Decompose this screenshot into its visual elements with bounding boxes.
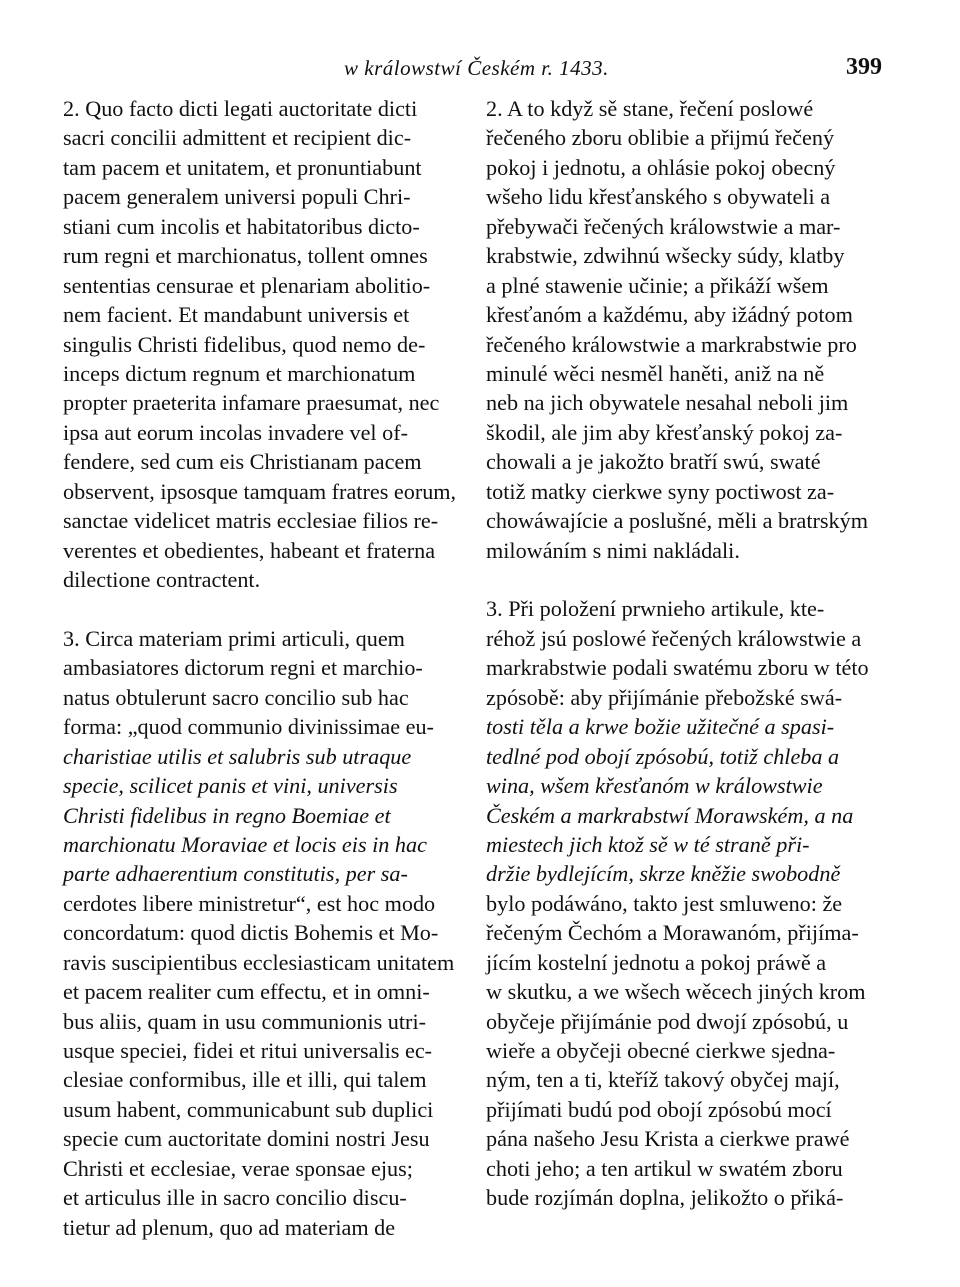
page-header bbox=[0, 52, 960, 92]
text-line: sententias censurae et plenariam abolitio- bbox=[63, 272, 431, 298]
text-line: totiž matky cierkwe syny poctiwost za- bbox=[486, 478, 835, 504]
latin-paragraph-2 bbox=[63, 94, 465, 594]
text-line: inceps dictum regnum et marchionatum bbox=[63, 360, 416, 386]
text-line: 3. Při položení prwnieho artikule, kte- bbox=[486, 596, 825, 622]
czech-paragraph-3 bbox=[486, 594, 891, 1212]
text-line: minulé wěci nesměl haněti, aniž na ně bbox=[486, 360, 825, 386]
text-line: markrabstwie podali swatému zboru w této bbox=[486, 655, 869, 681]
text-line: přebywači řečených králowstwie a mar- bbox=[486, 213, 841, 239]
text-line: natus obtulerunt sacro concilio sub hac bbox=[63, 684, 409, 710]
text-line: řečeného zboru oblibie a přijmú řečený bbox=[486, 125, 835, 151]
text-line: forma: „quod communio divinissimae eu- bbox=[63, 714, 434, 740]
text-line: pacem generalem universi populi Chri- bbox=[63, 184, 411, 210]
text-line: ným, ten a ti, kteříž takový obyčej mají, bbox=[486, 1067, 840, 1093]
paragraph-spacer bbox=[486, 565, 891, 594]
text-line: ipsa aut eorum incolas invadere vel of- bbox=[63, 419, 409, 445]
text-line: marchionatu Moraviae et locis eis in hac bbox=[63, 831, 427, 857]
text-line: usque speciei, fidei et ritui universalis ec- bbox=[63, 1038, 433, 1063]
text-line: řečeného králowstwie a markrabstwie pro bbox=[486, 331, 857, 357]
text-line: Christi fidelibus in regno Boemiae et bbox=[63, 802, 391, 828]
text-line: Českém a markrabstwí Morawském, a na bbox=[486, 802, 854, 828]
text-line: sacri concilii admittent et recipient dic- bbox=[63, 125, 412, 151]
text-line: rum regni et marchionatus, tollent omnes bbox=[63, 243, 428, 269]
text-line: et articulus ille in sacro concilio discu- bbox=[63, 1185, 407, 1211]
text-line: řečeným Čechóm a Morawanóm, přijíma- bbox=[486, 920, 859, 946]
text-line: jícím kostelní jednotu a pokoj práwě a bbox=[486, 949, 827, 975]
text-line: a plné stawenie učinie; a přikáží wšem bbox=[486, 272, 829, 298]
text-line: chowáwajície a poslušné, měli a bratrským bbox=[486, 508, 868, 534]
text-line: ravis suscipientibus ecclesiasticam unitatem bbox=[63, 949, 455, 975]
text-line: sanctae videlicet matris ecclesiae filios re- bbox=[63, 508, 439, 534]
text-line: zpósobě: aby přijímánie přebožské swá- bbox=[486, 684, 843, 710]
latin-paragraph-3 bbox=[63, 624, 465, 1242]
text-line: škodil, ale jim aby křesťanský pokoj za- bbox=[486, 419, 843, 445]
text-line: cerdotes libere ministretur“, est hoc modo bbox=[63, 890, 436, 916]
text-line: wina, wšem křesťanóm w králowstwie bbox=[486, 773, 823, 799]
text-line: concordatum: quod dictis Bohemis et Mo- bbox=[63, 920, 439, 946]
text-line: bylo podáwáno, takto jest smluweno: že bbox=[486, 890, 843, 916]
text-line: ambasiatores dictorum regni et marchio- bbox=[63, 655, 423, 681]
text-line: specie cum auctoritate domini nostri Jesu bbox=[63, 1126, 430, 1152]
text-line: tosti těla a krwe božie užitečné a spasi- bbox=[486, 714, 835, 740]
text-line: parte adhaerentium constitutis, per sa- bbox=[63, 861, 408, 887]
page-number: 399 bbox=[846, 54, 882, 80]
czech-paragraph-2 bbox=[486, 94, 891, 565]
text-line: nem facient. Et mandabunt universis et bbox=[63, 302, 410, 328]
text-line: observent, ipsosque tamquam fratres eorum, bbox=[63, 478, 457, 504]
text-line: wšeho lidu křesťanského s obywateli a bbox=[486, 184, 831, 210]
text-line: miestech jich ktož sě w té straně při- bbox=[486, 831, 810, 857]
text-line: singulis Christi fidelibus, quod nemo de- bbox=[63, 331, 426, 357]
text-line: 2. Quo facto dicti legati auctoritate dicti bbox=[63, 96, 418, 121]
text-line: fendere, sed cum eis Christianam pacem bbox=[63, 449, 422, 475]
text-line: křesťanóm a každému, aby ižádný potom bbox=[486, 302, 853, 328]
text-line: usum habent, communicabunt sub duplici bbox=[63, 1096, 434, 1122]
text-line: w skutku, a we wšech wěcech jiných krom bbox=[486, 979, 866, 1005]
text-line: obyčeje přijímánie pod dwojí zpósobú, u bbox=[486, 1008, 849, 1034]
text-line: chowali a je jakožto bratří swú, swaté bbox=[486, 449, 821, 475]
text-line: choti jeho; a ten artikul w swatém zboru bbox=[486, 1155, 843, 1181]
text-line: 3. Circa materiam primi articuli, quem bbox=[63, 625, 405, 651]
text-line: krabstwie, zdwihnú wšecky súdy, klatby bbox=[486, 243, 845, 269]
running-title: w králowstwí Českém r. 1433. bbox=[344, 56, 609, 80]
paragraph-spacer bbox=[63, 594, 465, 623]
text-line: 2. A to když sě stane, řečení poslowé bbox=[486, 96, 814, 121]
text-line: stiani cum incolis et habitatoribus dicto- bbox=[63, 213, 420, 239]
text-line: bude rozjímán doplna, jelikožto o přiká- bbox=[486, 1185, 844, 1211]
text-line: pána našeho Jesu Krista a cierkwe prawé bbox=[486, 1126, 850, 1152]
text-line: charistiae utilis et salubris sub utraque bbox=[63, 743, 412, 769]
text-line: specie, scilicet panis et vini, universis bbox=[63, 773, 398, 799]
latin-column bbox=[63, 94, 465, 1242]
text-line: milowáním s nimi nakládali. bbox=[486, 537, 740, 563]
text-line: verentes et obedientes, habeant et fraterna bbox=[63, 537, 436, 563]
text-line: neb na jich obywatele nesahal neboli jim bbox=[486, 390, 849, 416]
text-line: držie bydlejícím, skrze kněžie swobodně bbox=[486, 861, 841, 887]
text-line: wieře a obyčeji obecné cierkwe sjedna- bbox=[486, 1038, 836, 1063]
text-line: dilectione contractent. bbox=[63, 567, 261, 592]
text-line: réhož jsú poslowé řečených králowstwie a bbox=[486, 625, 862, 651]
text-line: pokoj i jednotu, a ohlásie pokoj obecný bbox=[486, 154, 836, 180]
czech-column bbox=[486, 94, 891, 1213]
text-line: tietur ad plenum, quo ad materiam de bbox=[63, 1214, 396, 1240]
text-line: propter praeterita infamare praesumat, nec bbox=[63, 390, 440, 416]
text-line: bus aliis, quam in usu communionis utri- bbox=[63, 1008, 426, 1034]
text-line: Christi et ecclesiae, verae sponsae ejus; bbox=[63, 1155, 413, 1181]
text-line: tam pacem et unitatem, et pronuntiabunt bbox=[63, 154, 422, 180]
text-line: přijímati budú pod obojí zpósobú mocí bbox=[486, 1096, 832, 1122]
text-line: et pacem realiter cum effectu, et in omni- bbox=[63, 979, 430, 1005]
text-line: clesiae conformibus, ille et illi, qui talem bbox=[63, 1067, 427, 1093]
text-line: tedlné pod obojí zpósobú, totiž chleba a bbox=[486, 743, 840, 769]
